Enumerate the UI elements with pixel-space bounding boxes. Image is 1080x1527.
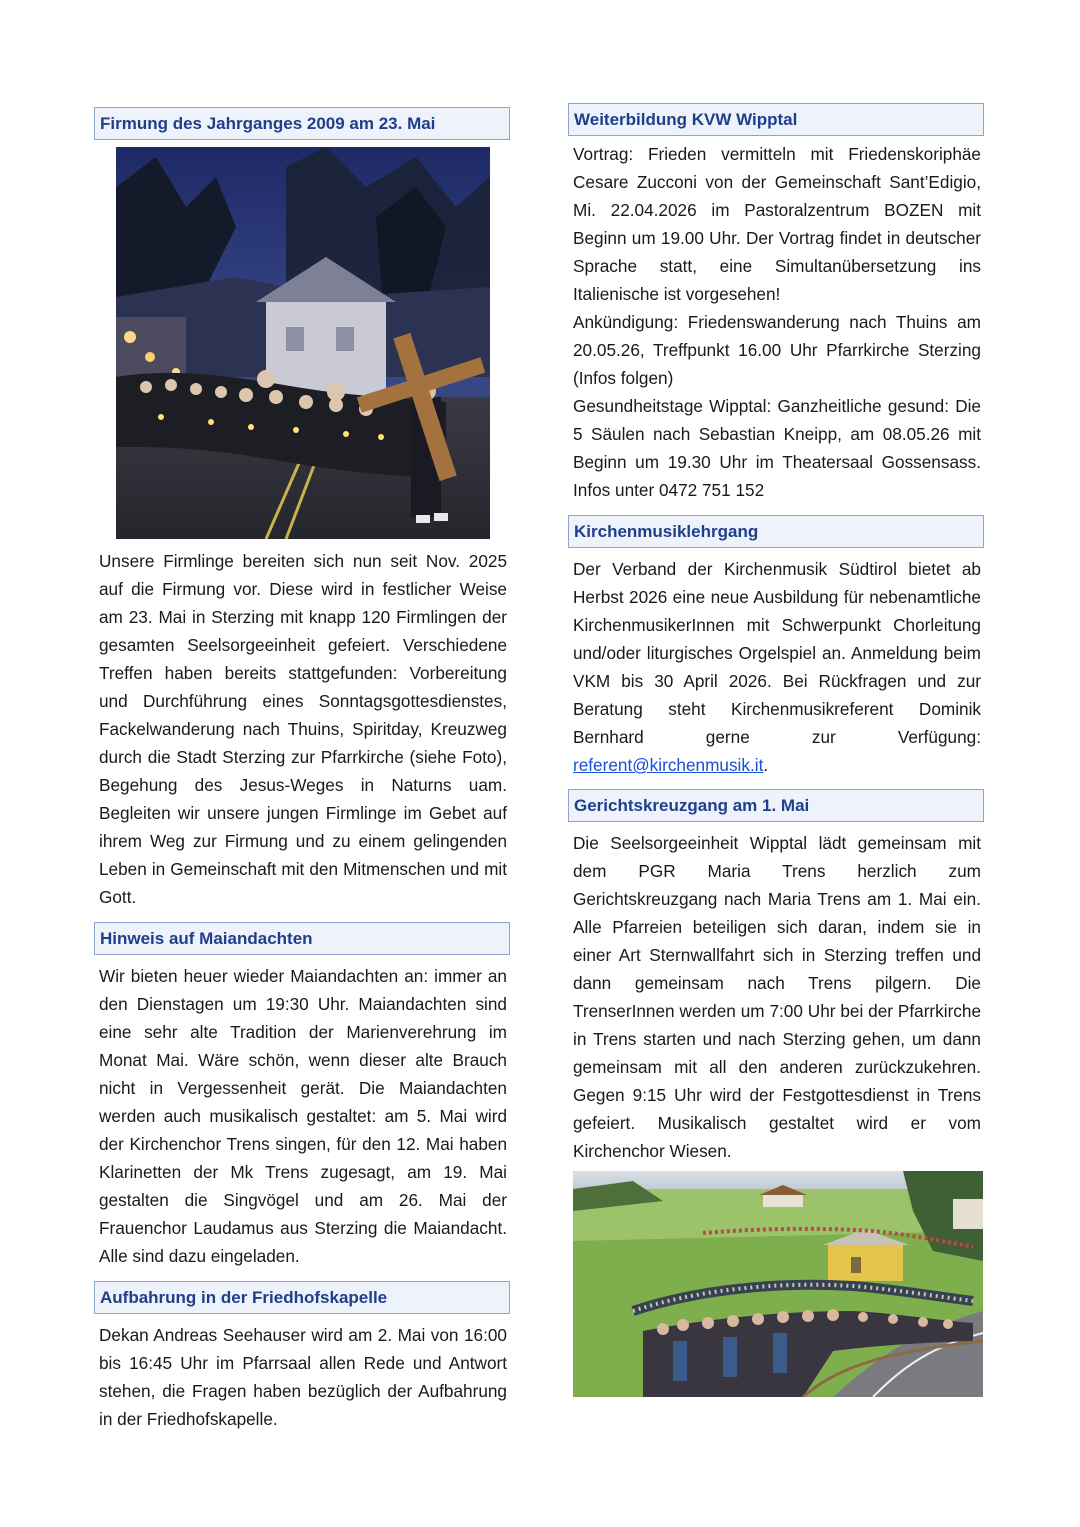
maiandachten-text: Wir bieten heuer wieder Maiandachten an: immer an den Dienstagen um 19:30 Uhr. Maiandachten sind eine sehr alte Tradition der Marienverehrung im Monat Mai. Wäre schön, wenn dieser alte Brauch nicht in Vergessenheit gerät. Die Maiandachten werden auch musikalisch gestaltet: am 5. Mai wird der Kirchenchor Trens singen, für den 12. Mai haben Klarinetten der Mk Trens zugesagt, am 19. Mai gestalten die Singvögel und am 26. Mai der Frauenchor Laudamus aus Sterzing die Maiandacht. Alle sind dazu eingeladen. (99, 966, 507, 1266)
kirchenmusik-body: Der Verband der Kirchenmusik Südtirol bietet ab Herbst 2026 eine neue Ausbildung für nebenamtliche KirchenmusikerInnen mit Schwerpunkt Chorleitung und/oder liturgisches Orgelspiel an. Anmeldung beim VKM bis 30 April 2026. Bei Rückfragen und zur Beratung steht Kirchenmusikreferent Dominik Bernhard gerne zur Verfügung: (573, 559, 981, 747)
right-column (568, 103, 984, 1397)
kirchenmusik-text (568, 555, 984, 779)
left-column (94, 107, 510, 1433)
pilgrimage-photo (573, 1171, 983, 1397)
firmung-heading: Firmung des Jahrganges 2009 am 23. Mai (94, 107, 510, 140)
kvw-lecture-text: Vortrag: Frieden vermitteln mit Friedenskoriphäe Cesare Zucconi von der Gemeinschaft Sant’Edigio, Mi. 22.04.2026 im Pastoralzentrum BOZEN mit Beginn um 19.00 Uhr. Der Vortrag findet in deutscher Sprache statt, eine Simultanübersetzung ins Italienische ist vorgesehen! (573, 144, 981, 304)
aufbahrung-text: Dekan Andreas Seehauser wird am 2. Mai von 16:00 bis 16:45 Uhr im Pfarrsaal allen Rede und Antwort stehen, die Fragen haben bezüglich der Aufbahrung in der Friedhofskapelle. (99, 1325, 507, 1429)
kvw-health-text: Gesundheitstage Wipptal: Ganzheitliche gesund: Die 5 Säulen nach Sebastian Kneipp, am 08.05.26 mit Beginn um 19.30 Uhr im Theatersaal Gossensass. Infos unter 0472 751 152 (573, 396, 981, 500)
procession-photo (116, 147, 490, 539)
kirchenmusik-heading: Kirchenmusiklehrgang (568, 515, 984, 548)
maiandachten-heading: Hinweis auf Maiandachten (94, 922, 510, 955)
kirchenmusik-email-link[interactable]: referent@kirchenmusik.it (573, 755, 764, 775)
firmung-text: Unsere Firmlinge bereiten sich nun seit Nov. 2025 auf die Firmung vor. Diese wird in festlicher Weise am 23. Mai in Sterzing mit knapp 120 Firmlingen der gesamten Seelsorgeeinheit gefeiert. Verschiedene Treffen haben bereits stattgefunden: Vorbereitung und Durchführung eines Sonntagsgottesdienstes, Fackelwanderung nach Thuins, Spiritday, Kreuzweg durch die Stadt Sterzing zur Pfarrkirche (siehe Foto), Begehung des Jesus-Weges in Naturns uam. Begleiten wir unsere jungen Firmlinge im Gebet auf ihrem Weg zur Firmung und zu einem gelingenden Leben in Gemeinschaft mit den Mitmenschen und mit Gott. (99, 551, 507, 907)
gerichtskreuzgang-heading: Gerichtskreuzgang am 1. Mai (568, 789, 984, 822)
kirchenmusik-suffix: . (763, 755, 769, 775)
aufbahrung-heading: Aufbahrung in der Friedhofskapelle (94, 1281, 510, 1314)
kvw-hike-text: Ankündigung: Friedenswanderung nach Thuins am 20.05.26, Treffpunkt 16.00 Uhr Pfarrkirche Sterzing (Infos folgen) (573, 312, 981, 388)
gerichtskreuzgang-text: Die Seelsorgeeinheit Wipptal lädt gemeinsam mit dem PGR Maria Trens herzlich zum Gerichtskreuzgang nach Maria Trens am 1. Mai ein. Alle Pfarreien beteiligen sich daran, indem sie in einer Art Sternwallfahrt sich in Sterzing treffen und dann gemeinsam nach Trens pilgern. Die TrenserInnen werden um 7:00 Uhr bei der Pfarrkirche in Trens starten und nach Sterzing gehen, um dann gemeinsam mit all den anderen zurückzukehren. Gegen 9:15 Uhr wird der Festgottesdienst in Trens gefeiert. Musikalisch gestaltet wird er vom Kirchenchor Wiesen. (573, 833, 981, 1161)
kvw-heading: Weiterbildung KVW Wipptal (568, 103, 984, 136)
